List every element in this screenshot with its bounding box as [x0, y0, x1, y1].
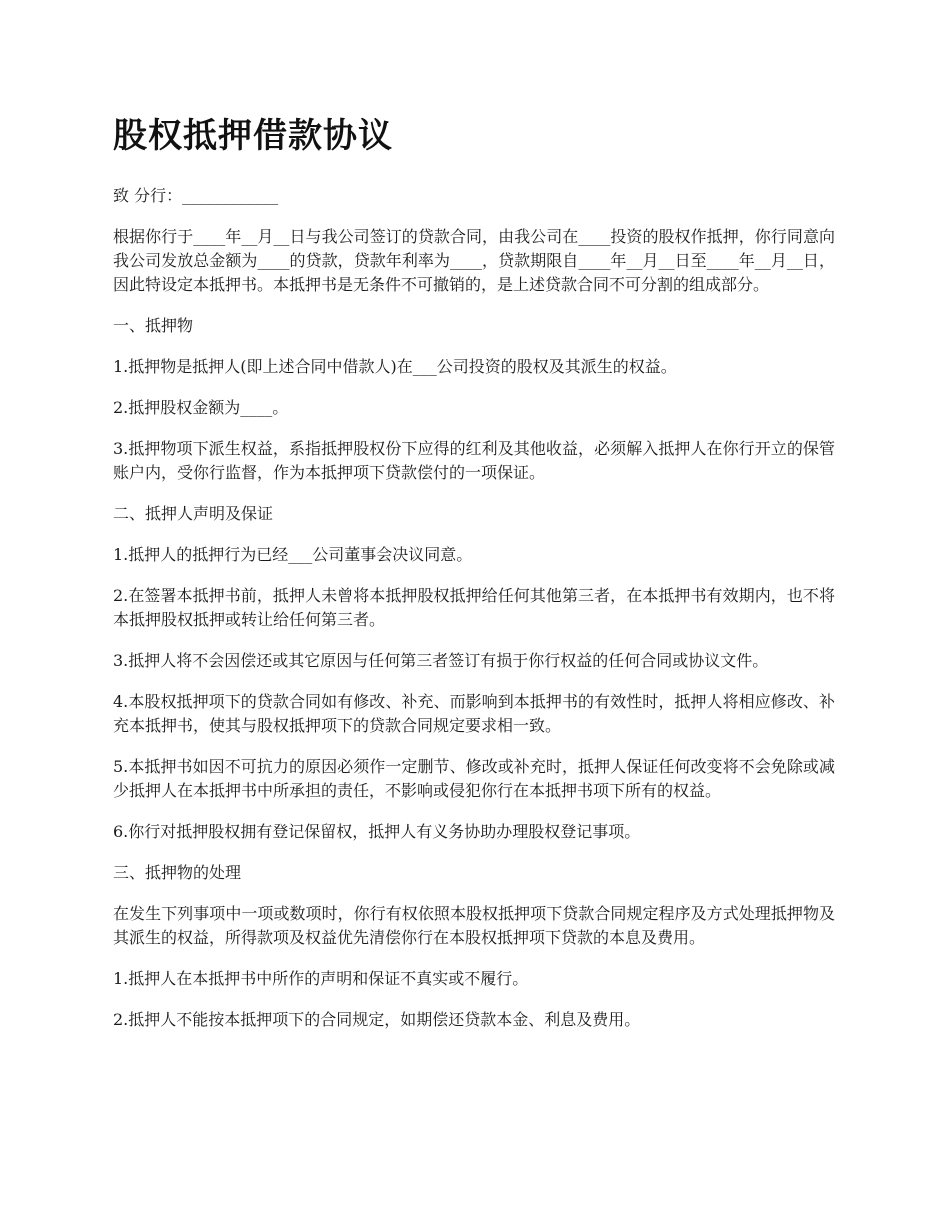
- addressee-line: 致 分行：____________: [113, 186, 279, 205]
- intro-paragraph: 根据你行于____年__月__日与我公司签订的贷款合同，由我公司在____投资的股权作抵押，你行同意向我公司发放总金额为____的贷款，贷款年利率为____，贷款期限自____年__月__日至____年__月__日，因此特设定本抵押书。本抵押书是无条件不可撤销的，是上述贷款合同不可分割的组成部分。: [113, 227, 835, 294]
- clause-item: 2.在签署本抵押书前，抵押人未曾将本抵押股权抵押给任何其他第三者，在本抵押书有效期内，也不将本抵押股权抵押或转让给任何第三者。: [113, 586, 835, 629]
- section-intro-paragraph: 在发生下列事项中一项或数项时，你行有权依照本股权抵押项下贷款合同规定程序及方式处理抵押物及其派生的权益，所得款项及权益优先清偿你行在本股权抵押项下贷款的本息及费用。: [113, 904, 835, 947]
- clause-item: 4.本股权抵押项下的贷款合同如有修改、补充、而影响到本抵押书的有效性时，抵押人将相应修改、补充本抵押书，使其与股权抵押项下的贷款合同规定要求相一致。: [113, 692, 835, 735]
- clause-item: 5.本抵押书如因不可抗力的原因必须作一定删节、修改或补充时，抵押人保证任何改变将不会免除或减少抵押人在本抵押书中所承担的责任，不影响或侵犯你行在本抵押书项下所有的权益。: [113, 757, 835, 800]
- clause-item: 3.抵押物项下派生权益，系指抵押股权份下应得的红利及其他收益，必须解入抵押人在你行开立的保管账户内，受你行监督，作为本抵押项下贷款偿付的一项保证。: [113, 439, 835, 482]
- clause-item: 2.抵押股权金额为____。: [113, 398, 289, 417]
- document-title: 股权抵押借款协议: [113, 116, 393, 156]
- clause-item: 3.抵押人将不会因偿还或其它原因与任何第三者签订有损于你行权益的任何合同或协议文件。: [113, 651, 769, 670]
- clause-item: 1.抵押人的抵押行为已经___公司董事会决议同意。: [113, 545, 473, 564]
- clause-item: 2.抵押人不能按本抵押项下的合同规定，如期偿还贷款本金、利息及费用。: [113, 1010, 641, 1029]
- document-body: [113, 110, 835, 1049]
- clause-item: 1.抵押物是抵押人(即上述合同中借款人)在___公司投资的股权及其派生的权益。: [113, 357, 677, 376]
- section-heading-collateral: 一、抵押物: [113, 316, 194, 335]
- section-heading-declarations: 二、抵押人声明及保证: [113, 504, 274, 523]
- section-heading-disposal: 三、抵押物的处理: [113, 863, 242, 882]
- clause-item: 6.你行对抵押股权拥有登记保留权，抵押人有义务协助办理股权登记事项。: [113, 822, 641, 841]
- clause-item: 1.抵押人在本抵押书中所作的声明和保证不真实或不履行。: [113, 969, 529, 988]
